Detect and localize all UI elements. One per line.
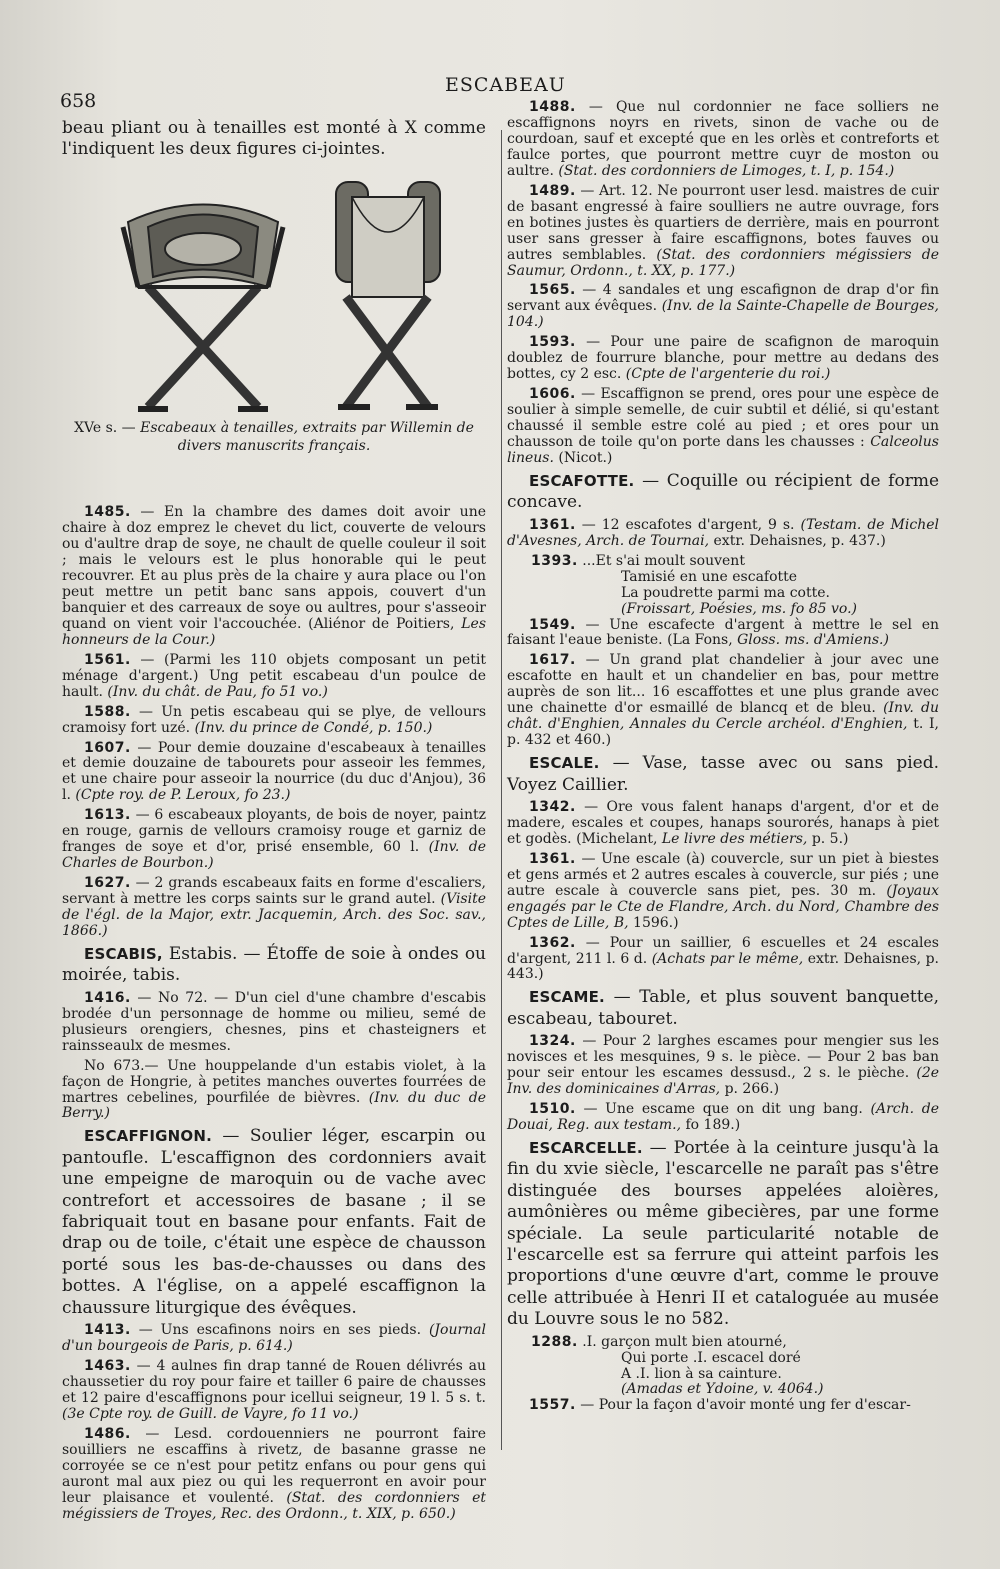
citation-1488: 1488. — Que nul cordonnier ne face solliers ne escaffignons noyrs en rivets, sinon de vache ou de courdoan, sauf et excepté que en les orlès et contreforts et faulce portes, que pourront mettre cuyr de moston ou aultre. (Stat. des cordonniers de Limoges, t. I, p. 154.)	[507, 99, 939, 179]
entry-escale: ESCALE. — Vase, tasse avec ou sans pied. Voyez Caillier.	[507, 753, 939, 795]
right-column	[507, 100, 939, 1418]
intro-paragraph: beau pliant ou à tenailles est monté à X comme l'indiquent les deux figures ci-jointes.	[62, 118, 486, 160]
citation-1463: 1463. — 4 aulnes fin drap tanné de Rouen délivrés au chaussetier du roy pour faire et tailler 6 paire de chausses et 12 paire d'escaffignons pour icellui seigneur, 19 l. 5 s. t. (3e Cpte roy. de Guill. de Vayre, fo 11 vo.)	[62, 1357, 486, 1422]
citation-1485: 1485. — En la chambre des dames doit avoir une chaire à doz emprez le chevet du lict, couverte de velours ou d'aultre drap de soye, ne chault de quelle couleur il soit ; mais le velours est le plus honorable qui le peut recouvrer. Et au plus près de la chaire y aura place ou l'on peut mettre un petit banc sans appois, couvert d'un banquier et des carreaux de soye ou aultres, pour s'asseoir quand on vient voir l'accouchée. (Aliénor de Poitiers, Les honneurs de la Cour.)	[62, 504, 487, 648]
entry-escaffignon: ESCAFFIGNON. — Soulier léger, escarpin ou pantoufle. L'escaffignon des cordonniers avait une empeigne de maroquin ou de vache avec contrefort et accessoires de basane ; il se fabriquait tout en basane pour enfants. Fait de drap ou de toile, c'était une espèce de chausson porté sous les bas-de-chausses ou dans des bottes. A l'église, on a appelé escaffignon la chaussure liturgique des évêques.	[62, 1126, 486, 1318]
citation-1613: 1613. — 6 escabeaux ployants, de bois de noyer, paintz en rouge, garnis de vellours cramoisy rouge et garniz de franges de soye et d'or, prisé ensemble, 60 l. (Inv. de Charles de Bourbon.)	[62, 807, 486, 872]
column-divider	[501, 130, 502, 1450]
citation-673: No 673.— Une houppelande d'un estabis violet, à la façon de Hongrie, à petites manches ouvertes fourrées de martres cebelines, pourfilée de bièvres. (Inv. du duc de Berry.)	[62, 1057, 487, 1122]
caption-text: Escabeaux à tenailles, extraits par Willemin de divers manuscrits français.	[140, 419, 474, 454]
citation-1361-a: 1361. — 12 escafotes d'argent, 9 s. (Testam. de Michel d'Avesnes, Arch. de Tournai, extr. Dehaisnes, p. 437.)	[507, 516, 939, 549]
citation-1361-b: 1361. — Une escale (à) couvercle, sur un piet à biestes et gens armés et 2 autres escales à couvercle, sur piés ; une autre escale à couvercle sans piet, pes. 30 m. (Joyaux engagés par le Cte de Flandre, Arch. du Nord, Chambre des Cptes de Lille, B, 1596.)	[507, 850, 939, 931]
citation-1288: 1288. .I. garçon mult bien atourné, Qui porte .I. escacel doré A .I. lion à sa cainture. (Amadas et Ydoine, v. 4064.)	[531, 1333, 824, 1398]
citation-1324: 1324. — Pour 2 larghes escames pour mengier sus les novisces et les mesquines, 9 s. le pièce. — Pour 2 bas ban pour seir entour les escames dessusd., 2 s. le pièche. (2e Inv. des dominicaines d'Arras, p. 266.)	[507, 1033, 940, 1098]
left-column	[62, 118, 486, 1527]
stool-right-drawing	[336, 182, 440, 407]
citation-1557: 1557. — Pour la façon d'avoir monté ung fer d'escar-	[529, 1397, 911, 1414]
running-title: ESCABEAU	[445, 74, 566, 96]
page-number: 658	[60, 90, 97, 112]
citation-1342: 1342. — Ore vous falent hanaps d'argent, d'or et de madere, escales et coupes, hanaps sourorés, hanaps à piet et godès. (Michelant, Le livre des métiers, p. 5.)	[507, 798, 940, 847]
citation-1486: 1486. — Lesd. cordouenniers ne pourront faire souilliers ne escaffins à rivetz, de basanne grasse ne corroyée se ce n'est pour petitz enfans ou pour gens qui auront mal aux piez ou qui les requerront en avoir pour leur plaisance et voulenté. (Stat. des cordonniers et mégissiers de Troyes, Rec. des Ordonn., t. XIX, p. 650.)	[62, 1425, 487, 1522]
folding-stools-engraving	[108, 167, 448, 415]
citation-1393: 1393. ...Et s'ai moult souvent Tamisié en une escafotte La poudrette parmi ma cotte. (Froissart, Poésies, ms. fo 85 vo.)	[531, 552, 857, 617]
citation-1627: 1627. — 2 grands escabeaux faits en forme d'escaliers, servant à mettre les corps saints sur le grand autel. (Visite de l'égl. de la Major, extr. Jacquemin, Arch. des Soc. sav., 1866.)	[62, 875, 487, 940]
citation-1606: 1606. — Escaffignon se prend, ores pour une espèce de soulier à simple semelle, de cuir subtil et délié, si qu'estant chaussé il semble estre colé au pied ; et ores pour un chausson de toile qu'on porte dans les chausses : Calceolus lineus. (Nicot.)	[507, 386, 940, 467]
citation-1416: 1416. — No 72. — D'un ciel d'une chambre d'escabis brodée d'un personnage de homme ou milieu, semé de plusieurs orengiers, chesnes, pins et chasteigners et rainsseaulx de mesmes.	[62, 989, 487, 1054]
citation-1565: 1565. — 4 sandales et ung escafignon de drap d'or fin servant aux évêques. (Inv. de la Sainte-Chapelle de Bourges, 104.)	[507, 282, 939, 331]
citation-1362: 1362. — Pour un saillier, 6 escuelles et 24 escales d'argent, 211 l. 6 d. (Achats par le même, extr. Dehaisnes, p. 443.)	[507, 934, 939, 983]
citation-1510: 1510. — Une escame que on dit ung bang. (Arch. de Douai, Reg. aux testam., fo 189.)	[507, 1101, 939, 1133]
entry-escarcelle: ESCARCELLE. — Portée à la ceinture jusqu'à la fin du xvie siècle, l'escarcelle ne paraît pas s'être distinguée des bourses appelées aloières, aumônières ou même gibecières, par une forme spéciale. La seule particularité notable de l'escarcelle est sa ferrure qui atteint parfois les proportions d'une œuvre d'art, comme le prouve celle attribuée à Henri II et cataloguée au musée du Louvre sous le no 582.	[507, 1137, 939, 1330]
citation-1413: 1413. — Uns escafinons noirs en ses pieds. (Journal d'un bourgeois de Paris, p. 614.)	[62, 1322, 487, 1355]
citation-1489: 1489. — Art. 12. Ne pourront user lesd. maistres de cuir de basant engressé à faire soulliers ne autre ouvrage, fors en botines justes ès quartiers de derrière, mais en pourront user sans gresser à faire escaffignons, botes fauves ou autres semblables. (Stat. des cordonniers mégissiers de Saumur, Ordonn., t. XX, p. 177.)	[507, 182, 939, 279]
citation-1588: 1588. — Un petis escabeau qui se plye, de vellours cramoisy fort uzé. (Inv. du prince de Condé, p. 150.)	[62, 703, 487, 736]
citation-1593: 1593. — Pour une paire de scafignon de maroquin doublez de fourrure blanche, pour mettre au dedans des bottes, cy 2 esc. (Cpte de l'argenterie du roi.)	[507, 334, 939, 383]
caption-prefix: XVe s. —	[74, 419, 136, 436]
illustration-caption	[62, 419, 486, 455]
illustration	[62, 167, 486, 415]
citation-1549: 1549. — Une escafecte d'argent à mettre le sel en faisant l'eaue beniste. (La Fons, Gloss. ms. d'Amiens.)	[507, 616, 940, 649]
citation-1561: 1561. — (Parmi les 110 objets composant un petit ménage d'argent.) Ung petit escabeau d'un poulce de hault. (Inv. du chât. de Pau, fo 51 vo.)	[62, 651, 487, 700]
citation-1607: 1607. — Pour demie douzaine d'escabeaux à tenailles et demie douzaine de tabourets pour asseoir les femmes, et une chaire pour asseoir la nourrice (du duc d'Anjou), 36 l. (Cpte roy. de P. Leroux, fo 23.)	[62, 739, 487, 804]
stool-left-drawing	[123, 204, 283, 409]
entry-escabis: ESCABIS, Estabis. — Étoffe de soie à ondes ou moirée, tabis.	[62, 943, 487, 986]
citation-1617: 1617. — Un grand plat chandelier à jour avec une escafotte en hault et un chandelier en bas, pour mettre auprès de son lit... 16 escaffottes et une plus grande avec une chainette d'or esmaillé de blancq et de bleu. (Inv. du chât. d'Enghien, Annales du Cercle archéol. d'Enghien, t. I, p. 432 et 460.)	[507, 652, 940, 749]
entry-escame: ESCAME. — Table, et plus souvent banquette, escabeau, tabouret.	[507, 987, 939, 1029]
entry-escafotte: ESCAFOTTE. — Coquille ou récipient de forme concave.	[507, 470, 940, 513]
